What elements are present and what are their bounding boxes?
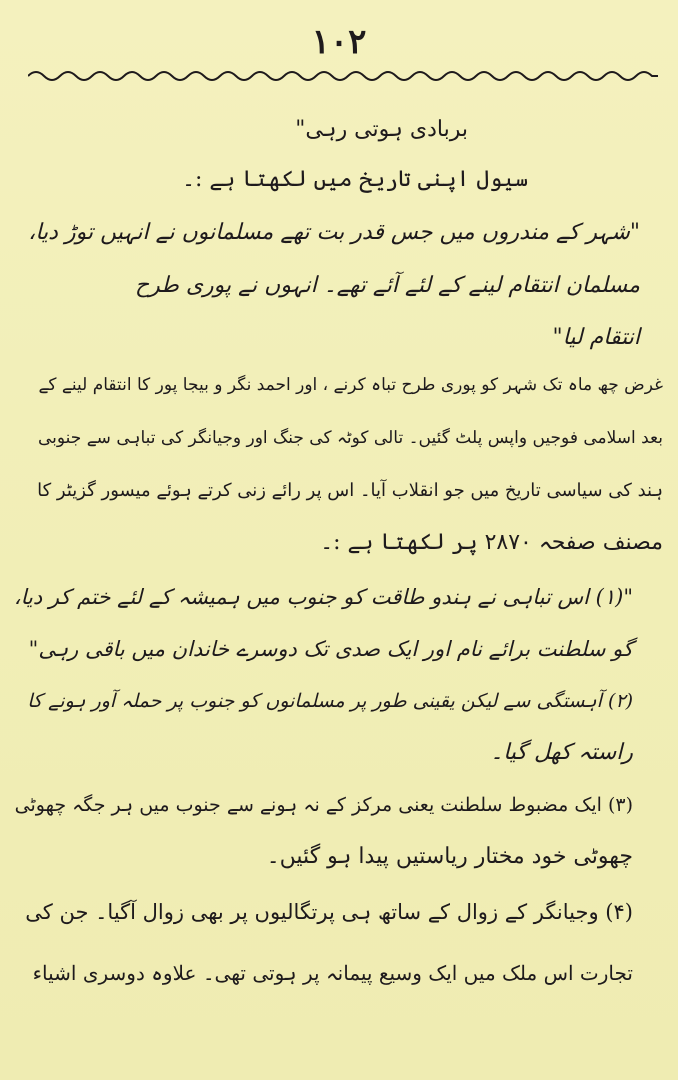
- text-line: ہند کی سیاسی تاریخ میں جو انقلاب آیا۔ اس پر رائے زنی کرتے ہوئے میسور گزیٹر کا: [37, 480, 663, 501]
- page-number: ١٠٢: [311, 22, 367, 62]
- text-line: تجارت اس ملک میں ایک وسیع پیمانہ پر ہوتی تھی۔ علاوہ دوسری اشیاء: [32, 961, 633, 985]
- text-line: "(۱) اس تباہی نے ہندو طاقت کو جنوب میں ہمیشہ کے لئے ختم کر دیا،: [13, 585, 633, 609]
- text-line: گو سلطنت برائے نام اور ایک صدی تک دوسرے خاندان میں باقی رہی": [28, 637, 633, 661]
- text-line: بربادی ہوتی رہی": [295, 117, 468, 142]
- text-line: غرض چھ ماہ تک شہر کو پوری طرح تباہ کرنے ، اور احمد نگر و بیجا پور کا انتقام لینے کے: [38, 375, 663, 395]
- text-line: مسلمان انتقام لینے کے لئے آئے تھے۔ انہوں نے پوری طرح: [134, 273, 640, 298]
- text-line: مصنف صفحہ ۲۸۷۰ پر لکھتا ہے :۔: [320, 530, 663, 555]
- text-line: راستہ کھل گیا۔: [490, 740, 633, 765]
- text-line: (۳) ایک مضبوط سلطنت یعنی مرکز کے نہ ہونے سے جنوب میں ہر جگہ چھوٹی: [14, 794, 633, 816]
- text-line: (۲) آہستگی سے لیکن یقینی طور پر مسلمانوں کو جنوب پر حملہ آور ہونے کا: [27, 690, 633, 712]
- text-line: (۴) وجیانگر کے زوال کے ساتھ ہی پرتگالیوں پر بھی زوال آگیا۔ جن کی: [25, 900, 633, 924]
- text-line: بعد اسلامی فوجیں واپس پلٹ گئیں۔ تالی کوٹہ کی جنگ اور وجیانگر کی تباہی سے جنوبی: [37, 428, 663, 448]
- text-line: "شہر کے مندروں میں جس قدر بت تھے مسلمانوں نے انہیں توڑ دیا،: [28, 220, 640, 245]
- text-line: چھوٹی خود مختار ریاستیں پیدا ہو گئیں۔: [266, 844, 633, 869]
- text-line: انتقام لیا": [552, 325, 640, 350]
- text-line: سیول اپنی تاریخ میں لکھتا ہے :۔: [182, 167, 528, 192]
